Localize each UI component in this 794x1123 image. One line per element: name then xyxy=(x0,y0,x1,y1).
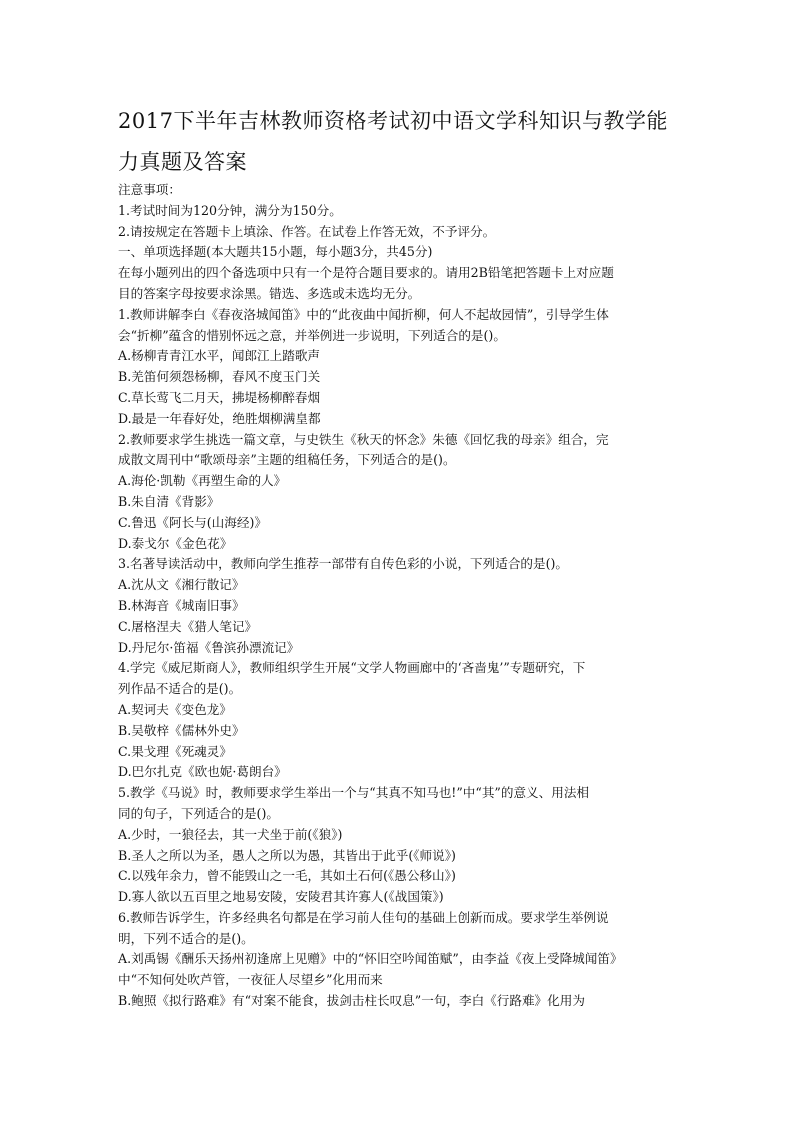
text-line: D.泰戈尔《金色花》 xyxy=(118,535,233,551)
text-line: 会“折柳”蕴含的惜别怀远之意，并举例进一步说明，下列适合的是()。 xyxy=(118,327,506,343)
text-line: C.屠格涅夫《猎人笔记》 xyxy=(118,618,258,634)
text-line: 同的句子，下列适合的是()。 xyxy=(118,805,279,821)
text-line: A.杨柳青青江水平，闻郎江上踏歌声 xyxy=(118,348,321,364)
text-line: D.寡人欲以五百里之地易安陵，安陵君其许寡人(《战国策》) xyxy=(118,889,444,905)
text-line: 在每小题列出的四个备选项中只有一个是符合题目要求的。请用2B铅笔把答题卡上对应题 xyxy=(118,265,614,281)
text-line: D.丹尼尔·笛福《鲁滨孙漂流记》 xyxy=(118,639,300,655)
text-line: 一、单项选择题(本大题共15小题，每小题3分，共45分) xyxy=(118,244,433,260)
text-line: 1.教师讲解李白《春夜洛城闻笛》中的“此夜曲中闻折柳，何人不起故园情”，引导学生体 xyxy=(118,306,609,322)
text-line: B.圣人之所以为圣，愚人之所以为愚，其皆出于此乎(《师说》) xyxy=(118,847,456,863)
text-line: A.契诃夫《变色龙》 xyxy=(118,701,232,717)
text-line: B.吴敬梓《儒林外史》 xyxy=(118,722,245,738)
text-line: C.鲁迅《阿长与(山海经)》 xyxy=(118,514,267,530)
text-line: 5.教学《马说》时，教师要求学生举出一个与“其真不知马也!”中“其”的意义、用法相 xyxy=(118,785,590,801)
text-line: B.林海音《城南旧事》 xyxy=(118,597,245,613)
text-line: 列作品不适合的是()。 xyxy=(118,681,242,697)
text-line: 成散文周刊中“歌颂母亲”主题的组稿任务，下列适合的是()。 xyxy=(118,452,456,468)
text-line: 明，下列不适合的是()。 xyxy=(118,930,254,946)
text-line: 目的答案字母按要求涂黑。错选、多选或未选均无分。 xyxy=(118,285,421,301)
text-line: A.刘禹锡《酬乐天扬州初逢席上见赠》中的“怀旧空吟闻笛赋”，由李益《夜上受降城闻笛》 xyxy=(118,951,623,967)
text-line: D.最是一年春好处，绝胜烟柳满皇都 xyxy=(118,410,321,426)
text-line: C.果戈理《死魂灵》 xyxy=(118,743,232,759)
text-line: 4.学完《威尼斯商人》，教师组织学生开展“文学人物画廊中的‘吝啬鬼’”专题研究，下 xyxy=(118,660,586,676)
text-line: D.巴尔扎克《欧也妮·葛朗台》 xyxy=(118,764,287,780)
title-line: 2017下半年吉林教师资格考试初中语文学科知识与教学能 xyxy=(118,109,668,133)
text-line: A.沈从文《湘行散记》 xyxy=(118,577,245,593)
text-line: A.少时，一狼径去，其一犬坐于前(《狼》) xyxy=(118,826,343,842)
title-line: 力真题及答案 xyxy=(118,150,247,174)
text-line: 中“不知何处吹芦管，一夜征人尽望乡”化用而来 xyxy=(118,972,383,988)
text-line: 注意事项： xyxy=(118,182,181,197)
text-line: 2.教师要求学生挑选一篇文章，与史铁生《秋天的怀念》朱德《回忆我的母亲》组合，完 xyxy=(118,431,609,447)
text-line: 6.教师告诉学生，许多经典名句都是在学习前人佳句的基础上创新而成。要求学生举例说 xyxy=(118,909,609,925)
text-line: B.鲍照《拟行路难》有“对案不能食，拔剑击柱长叹息”一句，李白《行路难》化用为 xyxy=(118,993,585,1009)
document-title xyxy=(118,101,718,183)
text-line: 1.考试时间为120分钟，满分为150分。 xyxy=(118,202,342,218)
text-line: C.草长莺飞二月天，拂堤杨柳醉春烟 xyxy=(118,389,321,405)
text-line: 2.请按规定在答题卡上填涂、作答。在试卷上作答无效，不予评分。 xyxy=(118,223,496,239)
text-line: A.海伦·凯勒《再塑生命的人》 xyxy=(118,473,287,489)
text-line: 3.名著导读活动中，教师向学生推荐一部带有自传色彩的小说，下列适合的是()。 xyxy=(118,556,569,572)
text-line: C.以残年余力，曾不能毁山之一毛，其如土石何(《愚公移山》) xyxy=(118,868,456,884)
document-body xyxy=(118,180,688,1012)
text-line: B.朱自清《背影》 xyxy=(118,493,220,509)
text-line: B.羌笛何须怨杨柳，春风不度玉门关 xyxy=(118,369,321,385)
